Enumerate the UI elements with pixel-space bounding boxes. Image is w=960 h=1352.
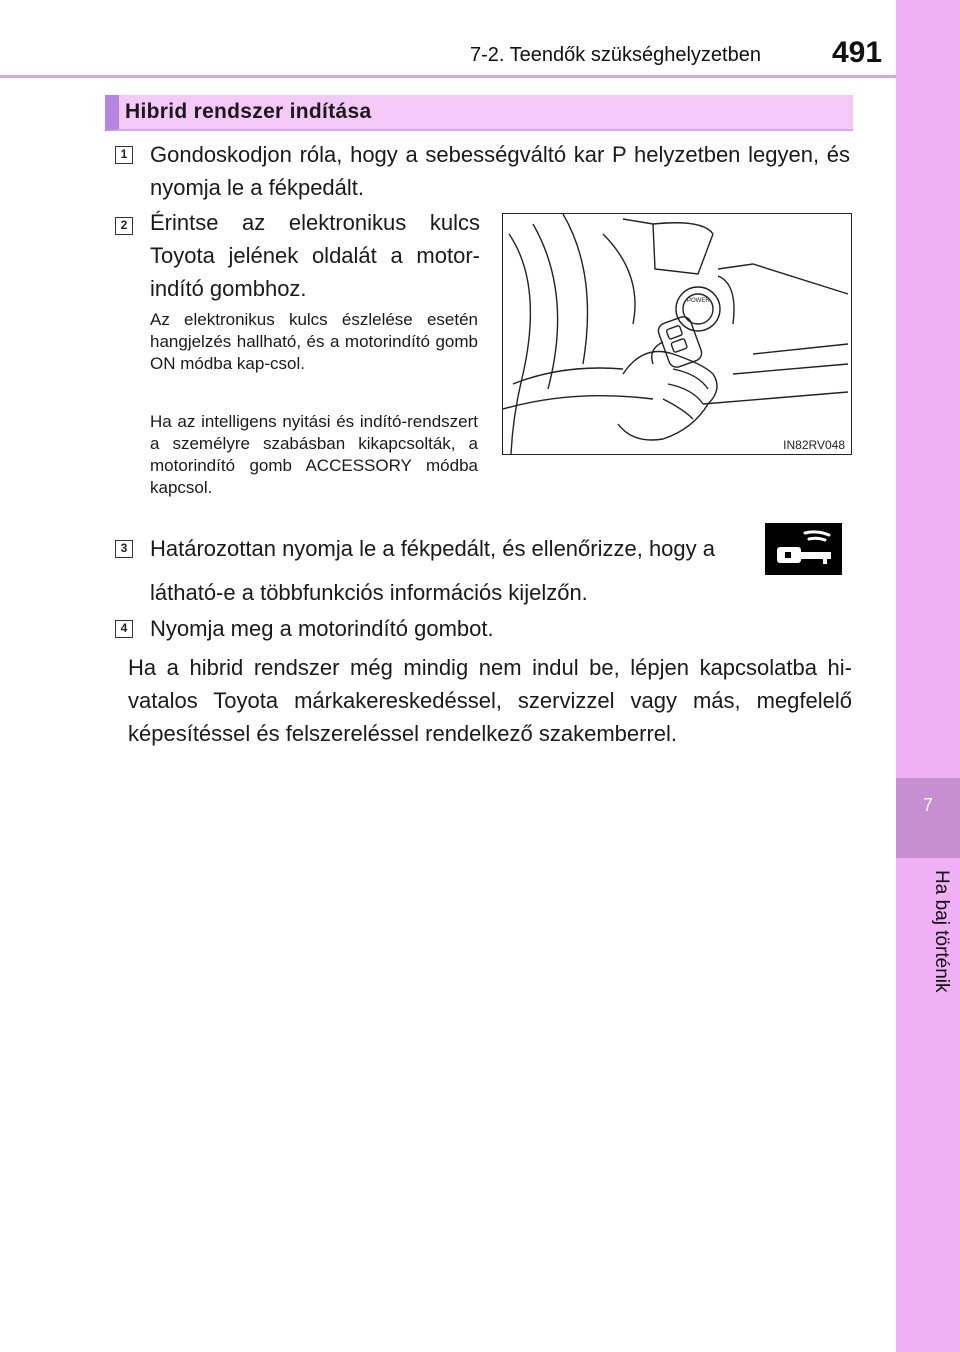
step-number-1: 1 (115, 146, 133, 164)
illustration-smart-key-power-button (502, 213, 852, 455)
step-1-text: Gondoskodjon róla, hogy a sebességváltó kar P helyzetben legyen, és nyomja le a fékpedált. (150, 142, 850, 200)
step-3-text-line-1: Határozottan nyomja le a fékpedált, és ellenőrizze, hogy a (150, 536, 715, 561)
header-section-title: 7-2. Teendők szükséghelyzetben (470, 44, 761, 66)
step-3-text-line-2: látható-e a többfunkciós információs kijelzőn. (150, 580, 588, 605)
section-heading: Hibrid rendszer indítása (125, 100, 372, 123)
chapter-number: 7 (922, 795, 933, 815)
step-2-text: Érintse az elektronikus kulcs Toyota jelének oldalát a motor-indító gombhoz. (150, 210, 480, 301)
step-2-note-2: Ha az intelligens nyitási és indító-rendszert a személyre szabásban kikapcsolták, a motorindító gomb ACCESSORY módba kapcsol. (150, 412, 478, 497)
closing-paragraph: Ha a hibrid rendszer még mindig nem indul be, lépjen kapcsolatba hi-vatalos Toyota márkakereskedéssel, szervizzel vagy más, megfelelő képesítéssel és felszereléssel rendelkező szakemberrel. (128, 655, 852, 746)
step-number-3: 3 (115, 540, 133, 558)
page-number: 491 (832, 36, 883, 69)
chapter-label: Ha baj történik (931, 870, 952, 993)
chapter-number-box (896, 778, 960, 858)
header-divider (0, 75, 896, 78)
chapter-side-tab (896, 0, 960, 1352)
step-2-note-1: Az elektronikus kulcs észlelése esetén hangjelzés hallható, és a motorindító gomb ON módba kap-csol. (150, 310, 478, 373)
step-number-4: 4 (115, 620, 133, 638)
figure-button-label: POWER (687, 298, 710, 304)
step-4-text: Nyomja meg a motorindító gombot. (150, 616, 494, 641)
hand-holding-key-icon (503, 214, 852, 455)
step-number-2: 2 (115, 217, 133, 235)
figure-code: IN82RV048 (783, 438, 845, 452)
smart-key-indicator-icon (765, 523, 842, 575)
